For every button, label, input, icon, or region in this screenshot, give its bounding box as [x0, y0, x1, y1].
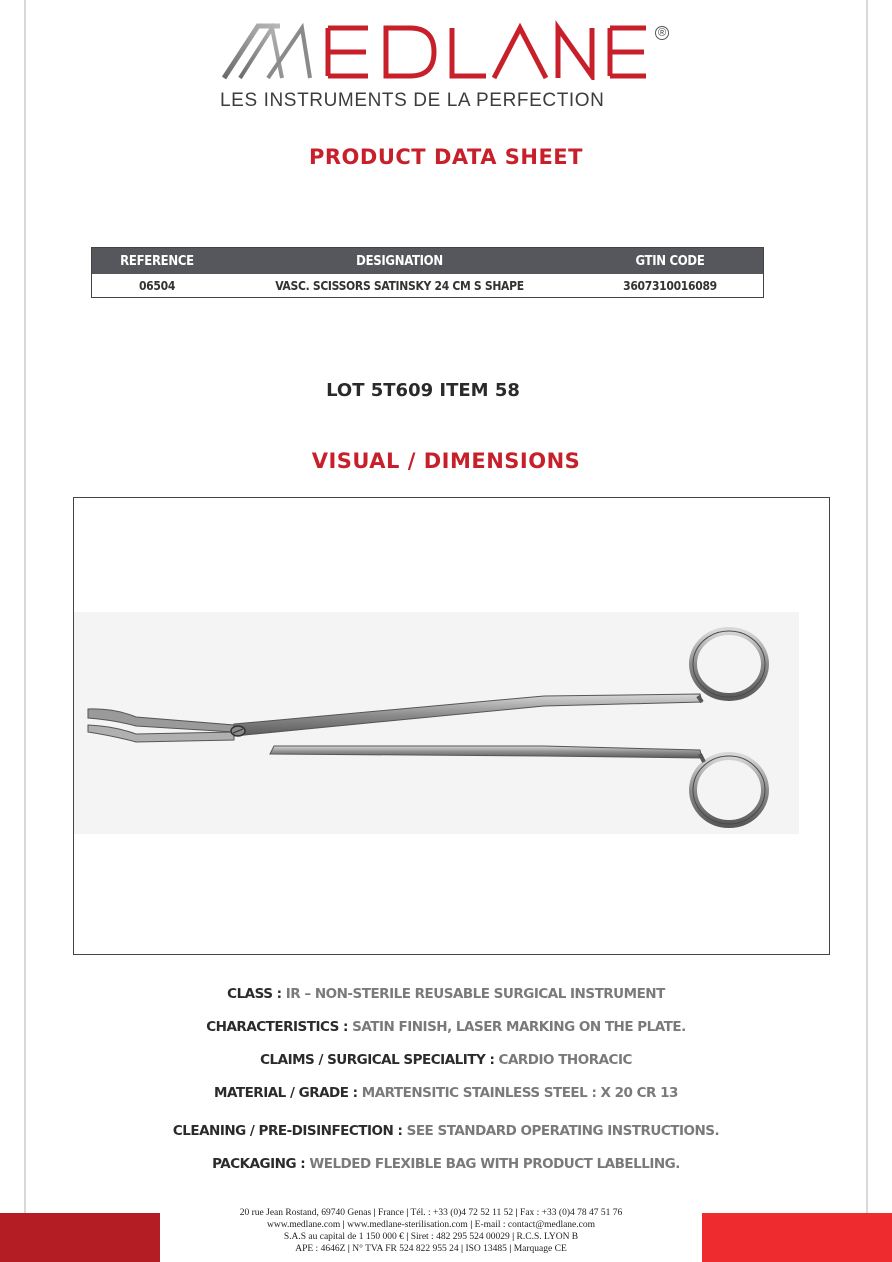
footer-address: 20 rue Jean Rostand, 69740 Genas — [239, 1208, 372, 1218]
table-row — [92, 274, 764, 298]
spec-value: SEE STANDARD OPERATING INSTRUCTIONS. — [402, 1123, 720, 1139]
footer-line-3: S.A.S au capital de 1 150 000 € | Siret : 482 295 524 00029 | R.C.S. LYON B — [283, 1232, 579, 1242]
table-header-row — [92, 248, 764, 275]
spec-label: MATERIAL / GRADE : — [214, 1085, 358, 1101]
footer-line-1: 20 rue Jean Rostand, 69740 Genas | France | Tél. : +33 (0)4 72 52 11 52 | Fax : +33 (0)4 78 47 51 76 — [239, 1208, 623, 1218]
brand-tagline: LES INSTRUMENTS DE LA PERFECTION — [220, 90, 605, 111]
spec-class — [0, 986, 892, 1002]
footer-website-link[interactable]: www.medlane.com — [266, 1220, 341, 1230]
product-photo — [74, 612, 799, 834]
spec-claims — [0, 1052, 892, 1068]
footer-line-4: APE : 4646Z | N° TVA FR 524 822 955 24 | ISO 13485 | Marquage CE — [295, 1244, 567, 1254]
spec-label: PACKAGING : — [212, 1156, 306, 1172]
medlane-wordmark-logo — [218, 20, 658, 80]
spec-value: WELDED FLEXIBLE BAG WITH PRODUCT LABELLING. — [305, 1156, 680, 1172]
spec-value: MARTENSITIC STAINLESS STEEL : X 20 CR 13 — [357, 1085, 678, 1101]
footer-rcs: R.C.S. LYON B — [516, 1232, 579, 1242]
cell-gtin: 3607310016089 — [577, 274, 764, 298]
right-border-line — [866, 0, 868, 1262]
lot-number: LOT 5T609 ITEM 58 — [326, 380, 520, 401]
footer-line-2: www.medlane.com | www.medlane-sterilisation.com | E-mail : contact@medlane.com — [266, 1220, 595, 1230]
page-title: PRODUCT DATA SHEET — [309, 145, 583, 169]
spec-cleaning — [0, 1123, 892, 1139]
spec-label: CLASS : — [227, 986, 282, 1002]
spec-value: IR – NON-STERILE REUSABLE SURGICAL INSTRUMENT — [281, 986, 665, 1002]
footer-siret: Siret : 482 295 524 00029 — [410, 1232, 510, 1242]
product-visual-frame — [73, 497, 830, 955]
footer-ape: APE : 4646Z — [295, 1244, 346, 1254]
left-border-line — [24, 0, 26, 1262]
footer-email-link[interactable]: E-mail : contact@medlane.com — [474, 1220, 595, 1230]
footer-contact — [160, 1207, 702, 1255]
footer-fax: Fax : +33 (0)4 78 47 51 76 — [520, 1208, 623, 1218]
product-reference-table — [91, 247, 764, 298]
spec-material — [0, 1085, 892, 1101]
column-header-reference: REFERENCE — [92, 248, 223, 275]
spec-value: CARDIO THORACIC — [494, 1052, 632, 1068]
spec-label: CLAIMS / SURGICAL SPECIALITY : — [260, 1052, 495, 1068]
footer-tel: Tél. : +33 (0)4 72 52 11 52 — [410, 1208, 514, 1218]
cell-designation: VASC. SCISSORS SATINSKY 24 CM S SHAPE — [222, 274, 577, 298]
footer-tva: N° TVA FR 524 822 955 24 — [352, 1244, 459, 1254]
spec-packaging — [0, 1156, 892, 1172]
registered-mark: ® — [655, 26, 669, 40]
spec-label: CHARACTERISTICS : — [206, 1019, 348, 1035]
brand-logo — [218, 20, 678, 115]
footer-country: France — [378, 1208, 404, 1218]
column-header-gtin: GTIN CODE — [577, 248, 764, 275]
spec-value: SATIN FINISH, LASER MARKING ON THE PLATE. — [347, 1019, 686, 1035]
footer-sterilisation-link[interactable]: www.medlane-sterilisation.com — [347, 1220, 468, 1230]
column-header-designation: DESIGNATION — [222, 248, 577, 275]
footer-bar-left — [0, 1213, 160, 1262]
cell-reference: 06504 — [92, 274, 223, 298]
footer-iso: ISO 13485 — [465, 1244, 507, 1254]
spec-characteristics — [0, 1019, 892, 1035]
footer-capital: S.A.S au capital de 1 150 000 € — [283, 1232, 404, 1242]
visual-section-title: VISUAL / DIMENSIONS — [311, 449, 581, 473]
scissors-image — [74, 612, 799, 834]
footer-ce: Marquage CE — [513, 1244, 567, 1254]
footer-bar-right — [702, 1213, 892, 1262]
spec-label: CLEANING / PRE-DISINFECTION : — [172, 1123, 403, 1139]
